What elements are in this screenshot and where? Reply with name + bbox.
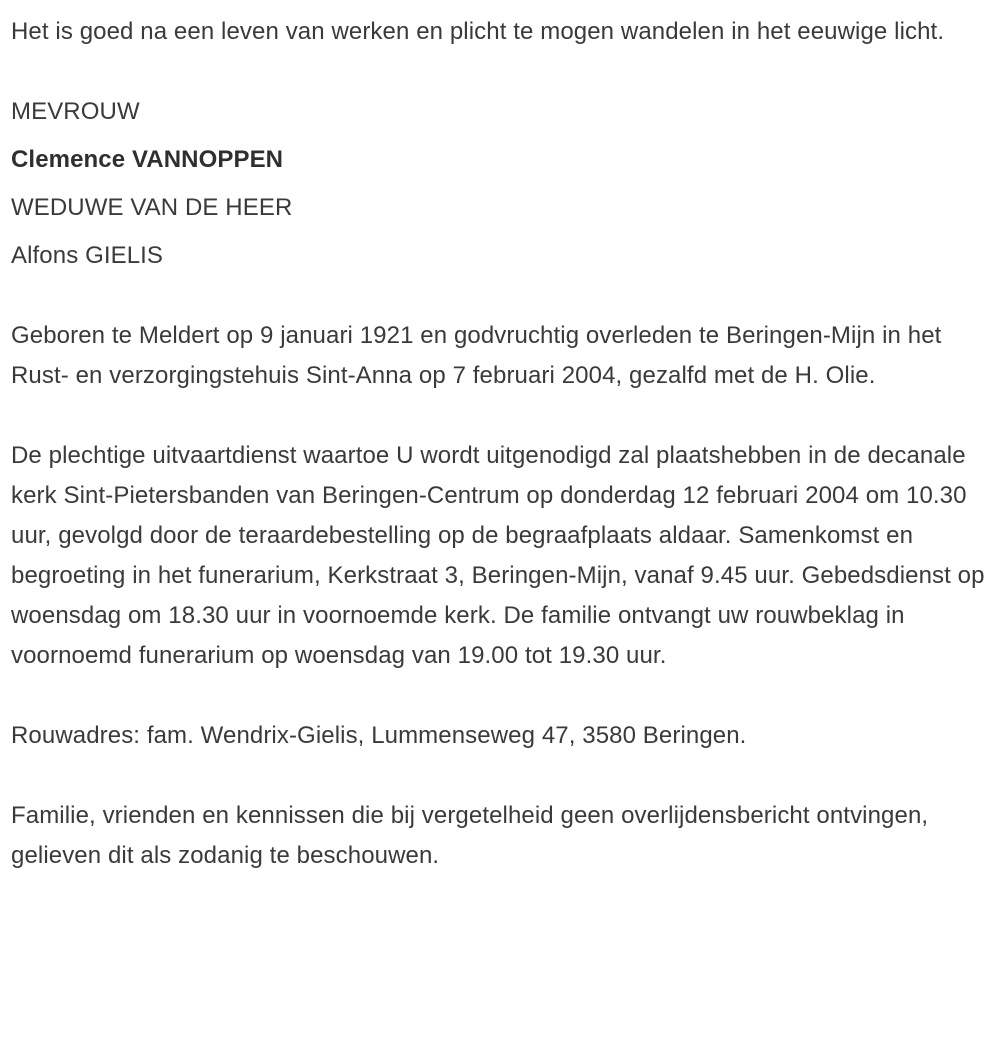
husband-name: Alfons GIELIS [11,242,164,269]
honorific-label: MEVROUW [11,98,140,125]
epigraph: Het is goed na een leven van werken en plicht te mogen wandelen in het eeuwige licht. [11,18,945,45]
mourning-address: Rouwadres: fam. Wendrix-Gielis, Lummenseweg 47, 3580 Beringen. [11,722,747,749]
obituary-document [11,12,988,876]
closing-block [11,796,988,876]
widow-of-label: WEDUWE VAN DE HEER [11,194,293,221]
deceased-name-block [11,92,988,276]
funeral-service-paragraph: De plechtige uitvaartdienst waartoe U wordt uitgenodigd zal plaatshebben in de decanale kerk Sint-Pietersbanden van Beringen-Centrum op donderdag 12 februari 2004 om 10.30 uur, gevolgd door de teraardebestelling op de begraafplaats aldaar. Samenkomst en begroeting in het funerarium, Kerkstraat 3, Beringen-Mijn, vanaf 9.45 uur. Gebedsdienst op woensdag om 18.30 uur in voornoemde kerk. De familie ontvangt uw rouwbeklag in voornoemd funerarium op woensdag van 19.00 tot 19.30 uur. [11,442,985,669]
birth-death-paragraph: Geboren te Meldert op 9 januari 1921 en godvruchtig overleden te Beringen-Mijn in het Rust- en verzorgingstehuis Sint-Anna op 7 februari 2004, gezalfd met de H. Olie. [11,322,942,389]
deceased-name: Clemence VANNOPPEN [11,146,284,173]
closing-notice: Familie, vrienden en kennissen die bij vergetelheid geen overlijdensbericht ontvingen, gelieven dit als zodanig te beschouwen. [11,802,929,869]
